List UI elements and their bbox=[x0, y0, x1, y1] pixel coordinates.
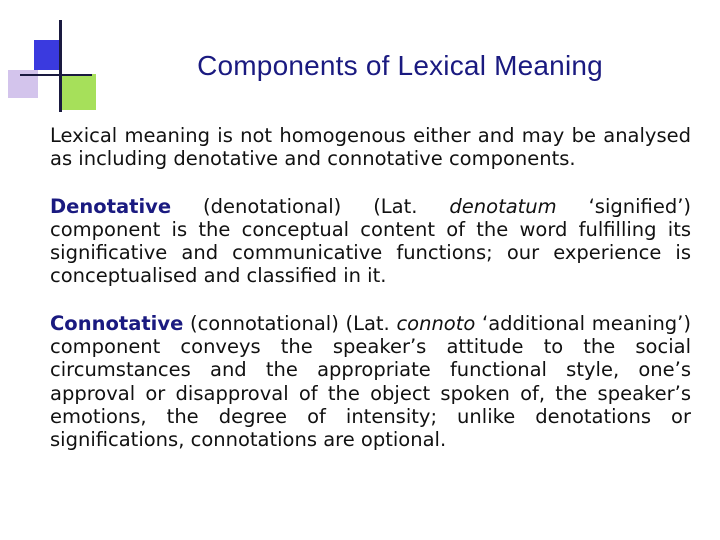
logo-horizontal-line bbox=[20, 74, 92, 76]
denotative-pre-latin: (denotational) (Lat. bbox=[171, 194, 450, 218]
denotative-latin-word: denotatum bbox=[449, 194, 557, 218]
logo-vertical-line bbox=[59, 20, 62, 112]
connotative-pre-latin: (connotational) (Lat. bbox=[183, 311, 397, 335]
denotative-definition: ‘signified’) component is the conceptual content of the word fulfilling its significative and communicative functions; our experience is conceptualised and classified in it. bbox=[50, 194, 692, 288]
connotative-definition: ‘additional meaning’) component conveys the speaker’s attitude to the social circumstances and the appropriate functional style, one’s approval or disapproval of the object spoken of, the speaker’s emotions, the degree of intensity; unlike denotations or significations, connotations are optional. bbox=[50, 311, 691, 452]
logo-blue-square bbox=[34, 40, 62, 70]
connotative-latin-word: connoto bbox=[396, 311, 476, 335]
intro-paragraph: Lexical meaning is not homogenous either and may be analysed as including denotative and connotative components. bbox=[50, 124, 691, 171]
slide-content bbox=[50, 124, 691, 476]
slide-title: Components of Lexical Meaning bbox=[197, 50, 603, 81]
slide-logo-decoration bbox=[0, 0, 110, 115]
connotative-paragraph bbox=[50, 312, 691, 452]
logo-green-square bbox=[62, 74, 96, 110]
denotative-paragraph bbox=[50, 195, 691, 288]
denotative-term: Denotative bbox=[50, 194, 172, 218]
connotative-term: Connotative bbox=[50, 311, 184, 335]
